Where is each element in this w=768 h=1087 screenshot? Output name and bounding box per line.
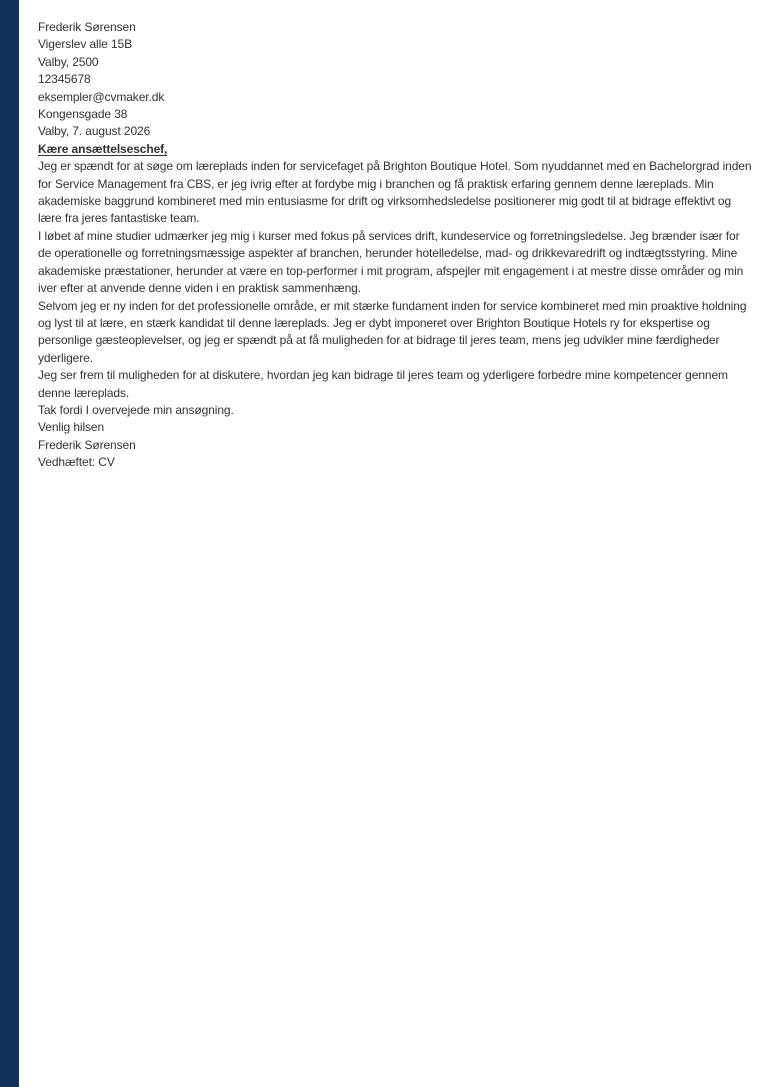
- thanks-line: Tak fordi I overvejede min ansøgning.: [38, 402, 234, 417]
- salutation: Kære ansættelseschef,: [38, 141, 168, 156]
- sender-name: Frederik Sørensen: [38, 20, 136, 34]
- recipient-address: Kongensgade 38: [38, 107, 128, 122]
- sender-city: Valby, 2500: [38, 54, 99, 69]
- signature-name: Frederik Sørensen: [38, 437, 136, 452]
- sender-email: eksempler@cvmaker.dk: [38, 89, 165, 104]
- cover-letter: [38, 19, 752, 472]
- sender-phone: 12345678: [38, 72, 91, 87]
- sender-block: [38, 19, 752, 106]
- body-paragraph-1: Jeg er spændt for at søge om læreplads inden for servicefaget på Brighton Boutique Hotel. Som nyuddannet med en Bachelorgrad inden for Service Management fra CBS, er jeg ivrig efter at fordybe mig i branchen og få praktisk erfaring gennem denne læreplads. Min akademiske baggrund kombineret med min entusiasme for drift og virksomhedsledelse positionerer mig godt til at bidrage effektivt og lære fra jeres fantastiske team.: [38, 159, 752, 226]
- place-date: Valby, 7. august 2026: [38, 124, 151, 139]
- closing: Venlig hilsen: [38, 420, 105, 435]
- body-paragraph-3: Selvom jeg er ny inden for det professionelle område, er mit stærke fundament inden for service kombineret med min proaktive holdning og lyst til at lære, en stærk kandidat til denne læreplads. Jeg er dybt imponeret over Brighton Boutique Hotels ry for ekspertise og personlige gæsteoplevelser, og jeg er spændt på at få muligheden for at bidrage til jeres team, mens jeg udvikler mine færdigheder yderligere.: [38, 298, 747, 365]
- attachment-note: Vedhæftet: CV: [38, 455, 115, 470]
- body-paragraph-2: I løbet af mine studier udmærker jeg mig i kurser med fokus på services drift, kundeservice og forretningsledelse. Jeg brænder især for de operationelle og forretningsmæssige aspekter af branchen, herunder hotelledelse, mad- og drikkevaredrift og indtægtsstyring. Mine akademiske præstationer, herunder at være en top-performer i mit program, afspejler mit engagement i at mestre disse områder og min iver efter at anvende denne viden i en praktisk sammenhæng.: [38, 228, 744, 296]
- left-accent-bar: [0, 0, 19, 1087]
- body-paragraph-4: Jeg ser frem til muligheden for at diskutere, hvordan jeg kan bidrage til jeres team og yderligere forbedre mine kompetencer gennem denne læreplads.: [38, 368, 728, 400]
- sender-street: Vigerslev alle 15B: [38, 37, 133, 52]
